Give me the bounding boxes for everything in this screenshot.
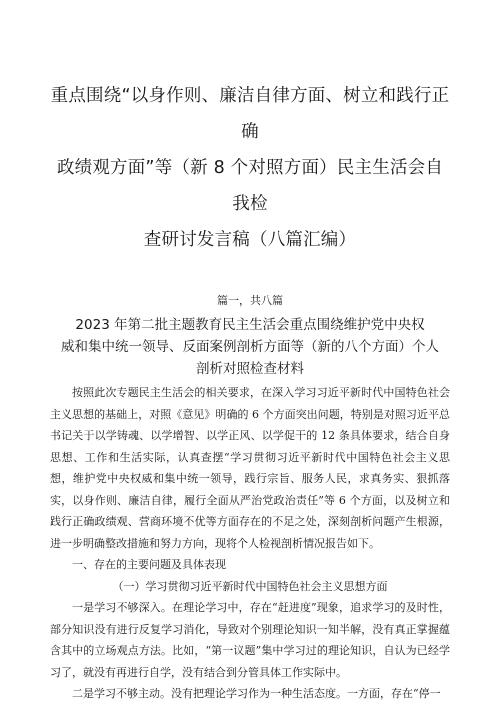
document-title — [50, 78, 450, 258]
section-label: 篇一，共八篇 — [217, 294, 283, 307]
heading-level-1: 一、存在的主要问题及具体表现 — [72, 558, 226, 571]
document-title-line-1: 重点围绕“以身作则、廉洁自律方面、树立和践行正确 — [50, 86, 450, 142]
body-paragraph-1: 一是学习不够深入。在理论学习中，存在“赶进度”现象，追求学习的及时性，部分知识没有进行反复学习消化，导致对个别理论知识一知半解，没有真正掌握蕴含其中的立场观点方法。比如，“第一议题”集中学习过的理论知识，自认为已经学习了，就没有再进行自学，没有结合到分管具体工作实际中。 — [50, 601, 450, 679]
intro-paragraph: 按照此次专题民主生活会的相关要求，在深入学习习近平新时代中国特色社会主义思想的基础上，对照《意见》明确的 6 个方面突出问题，特别是对照习近平总书记关于以学铸魂、以学增智、以学正风、以学促干的 12 条具体要求，结合自身思想、工作和生活实际，认真查摆“学习贯彻习近平新时代中国特色社会主义思想，维护党中央权威和集中统一领导，践行宗旨、服务人民，求真务实、狠抓落实，以身作则、廉洁自律，履行全面从严治党政治责任”等 6 个方面，以及树立和践行正确政绩观、营商环境不优等方面存在的不足之处，深刻剖析问题产生根源，进一步明确整改措施和努力方向，现将个人检视剖析情况报告如下。 — [50, 386, 450, 550]
section-title — [50, 314, 450, 380]
body-paragraph-2: 二是学习不够主动。没有把理论学习作为一种生活态度。一方面，存在“停一 — [72, 687, 441, 700]
document-title-line-2: 政绩观方面”等（新 8 个对照方面）民主生活会自我检 — [56, 158, 444, 214]
heading-level-2: （一）学习贯彻习近平新时代中国特色社会主义思想方面 — [112, 579, 388, 593]
document-title-line-3: 查研讨发言稿（八篇汇编） — [143, 230, 357, 250]
section-title-line-2: 威和集中统一领导、反面案例剖析方面等（新的八个方面）个人 — [61, 339, 439, 355]
document-body — [50, 382, 450, 705]
section-title-line-3: 剖析对照检查材料 — [196, 361, 304, 377]
section-title-line-1: 2023 年第二批主题教育民主生活会重点围绕维护党中央权 — [75, 317, 425, 333]
